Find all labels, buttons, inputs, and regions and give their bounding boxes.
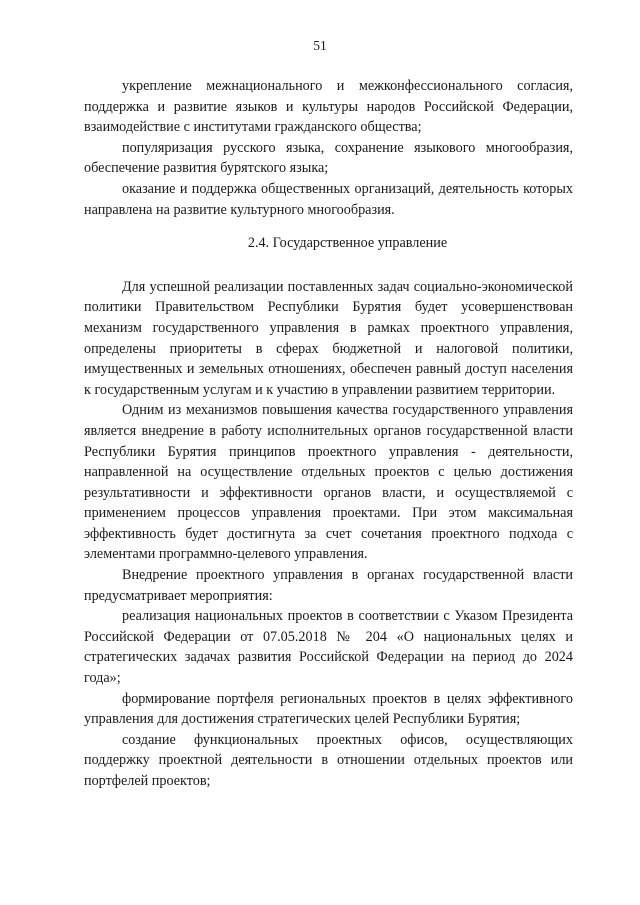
body-paragraph: Внедрение проектного управления в органах государственной власти предусматривает мероприятия: xyxy=(84,567,573,604)
body-paragraph: Для успешной реализации поставленных задач социально-экономической политики Правительством Республики Бурятия будет усовершенствован механизм государственного управления в рамках проектного управления, определены приоритеты в сферах бюджетной и налоговой политики, имущественных и земельных отношениях, обеспечен равный доступ населения к государственным услугам и к участию в управлении развитием территории. xyxy=(84,278,573,398)
list-item: реализация национальных проектов в соответствии с Указом Президента Российской Федерации от 07.05.2018 № 204 «О национальных целях и стратегических задачах развития Российской Федерации на период до 2024 года»; xyxy=(84,608,573,687)
page-number: 51 xyxy=(313,38,327,53)
intro-item: укрепление межнационального и межконфессионального согласия, поддержка и развитие языков и культуры народов Российской Федерации, взаимодействие с институтами гражданского общества; xyxy=(84,78,573,136)
list-item: создание функциональных проектных офисов, осуществляющих поддержку проектной деятельности в отношении отдельных проектов или портфелей проектов; xyxy=(84,731,573,789)
body-paragraph: Одним из механизмов повышения качества государственного управления является внедрение в работу исполнительных органов государственной власти Республики Бурятия принципов проектного управления - деятельности, направленной на осуществление отдельных проектов с целью достижения результативности и эффективности органов власти, и осуществляемой с применением процессов управления проектами. При этом максимальная эффективность будет достигнута за счет сочетания проектного подхода с элементами программно-целевого управления. xyxy=(84,402,573,563)
intro-item: оказание и поддержка общественных организаций, деятельность которых направлена на развитие культурного многообразия. xyxy=(84,180,573,218)
section-heading: 2.4. Государственное управление xyxy=(247,235,448,252)
intro-item: популяризация русского языка, сохранение языкового многообразия, обеспечение развития бурятского языка; xyxy=(84,139,573,177)
page-content xyxy=(84,76,573,792)
list-item: формирование портфеля региональных проектов в целях эффективного управления для достижения стратегических целей Республики Бурятия; xyxy=(84,690,573,728)
